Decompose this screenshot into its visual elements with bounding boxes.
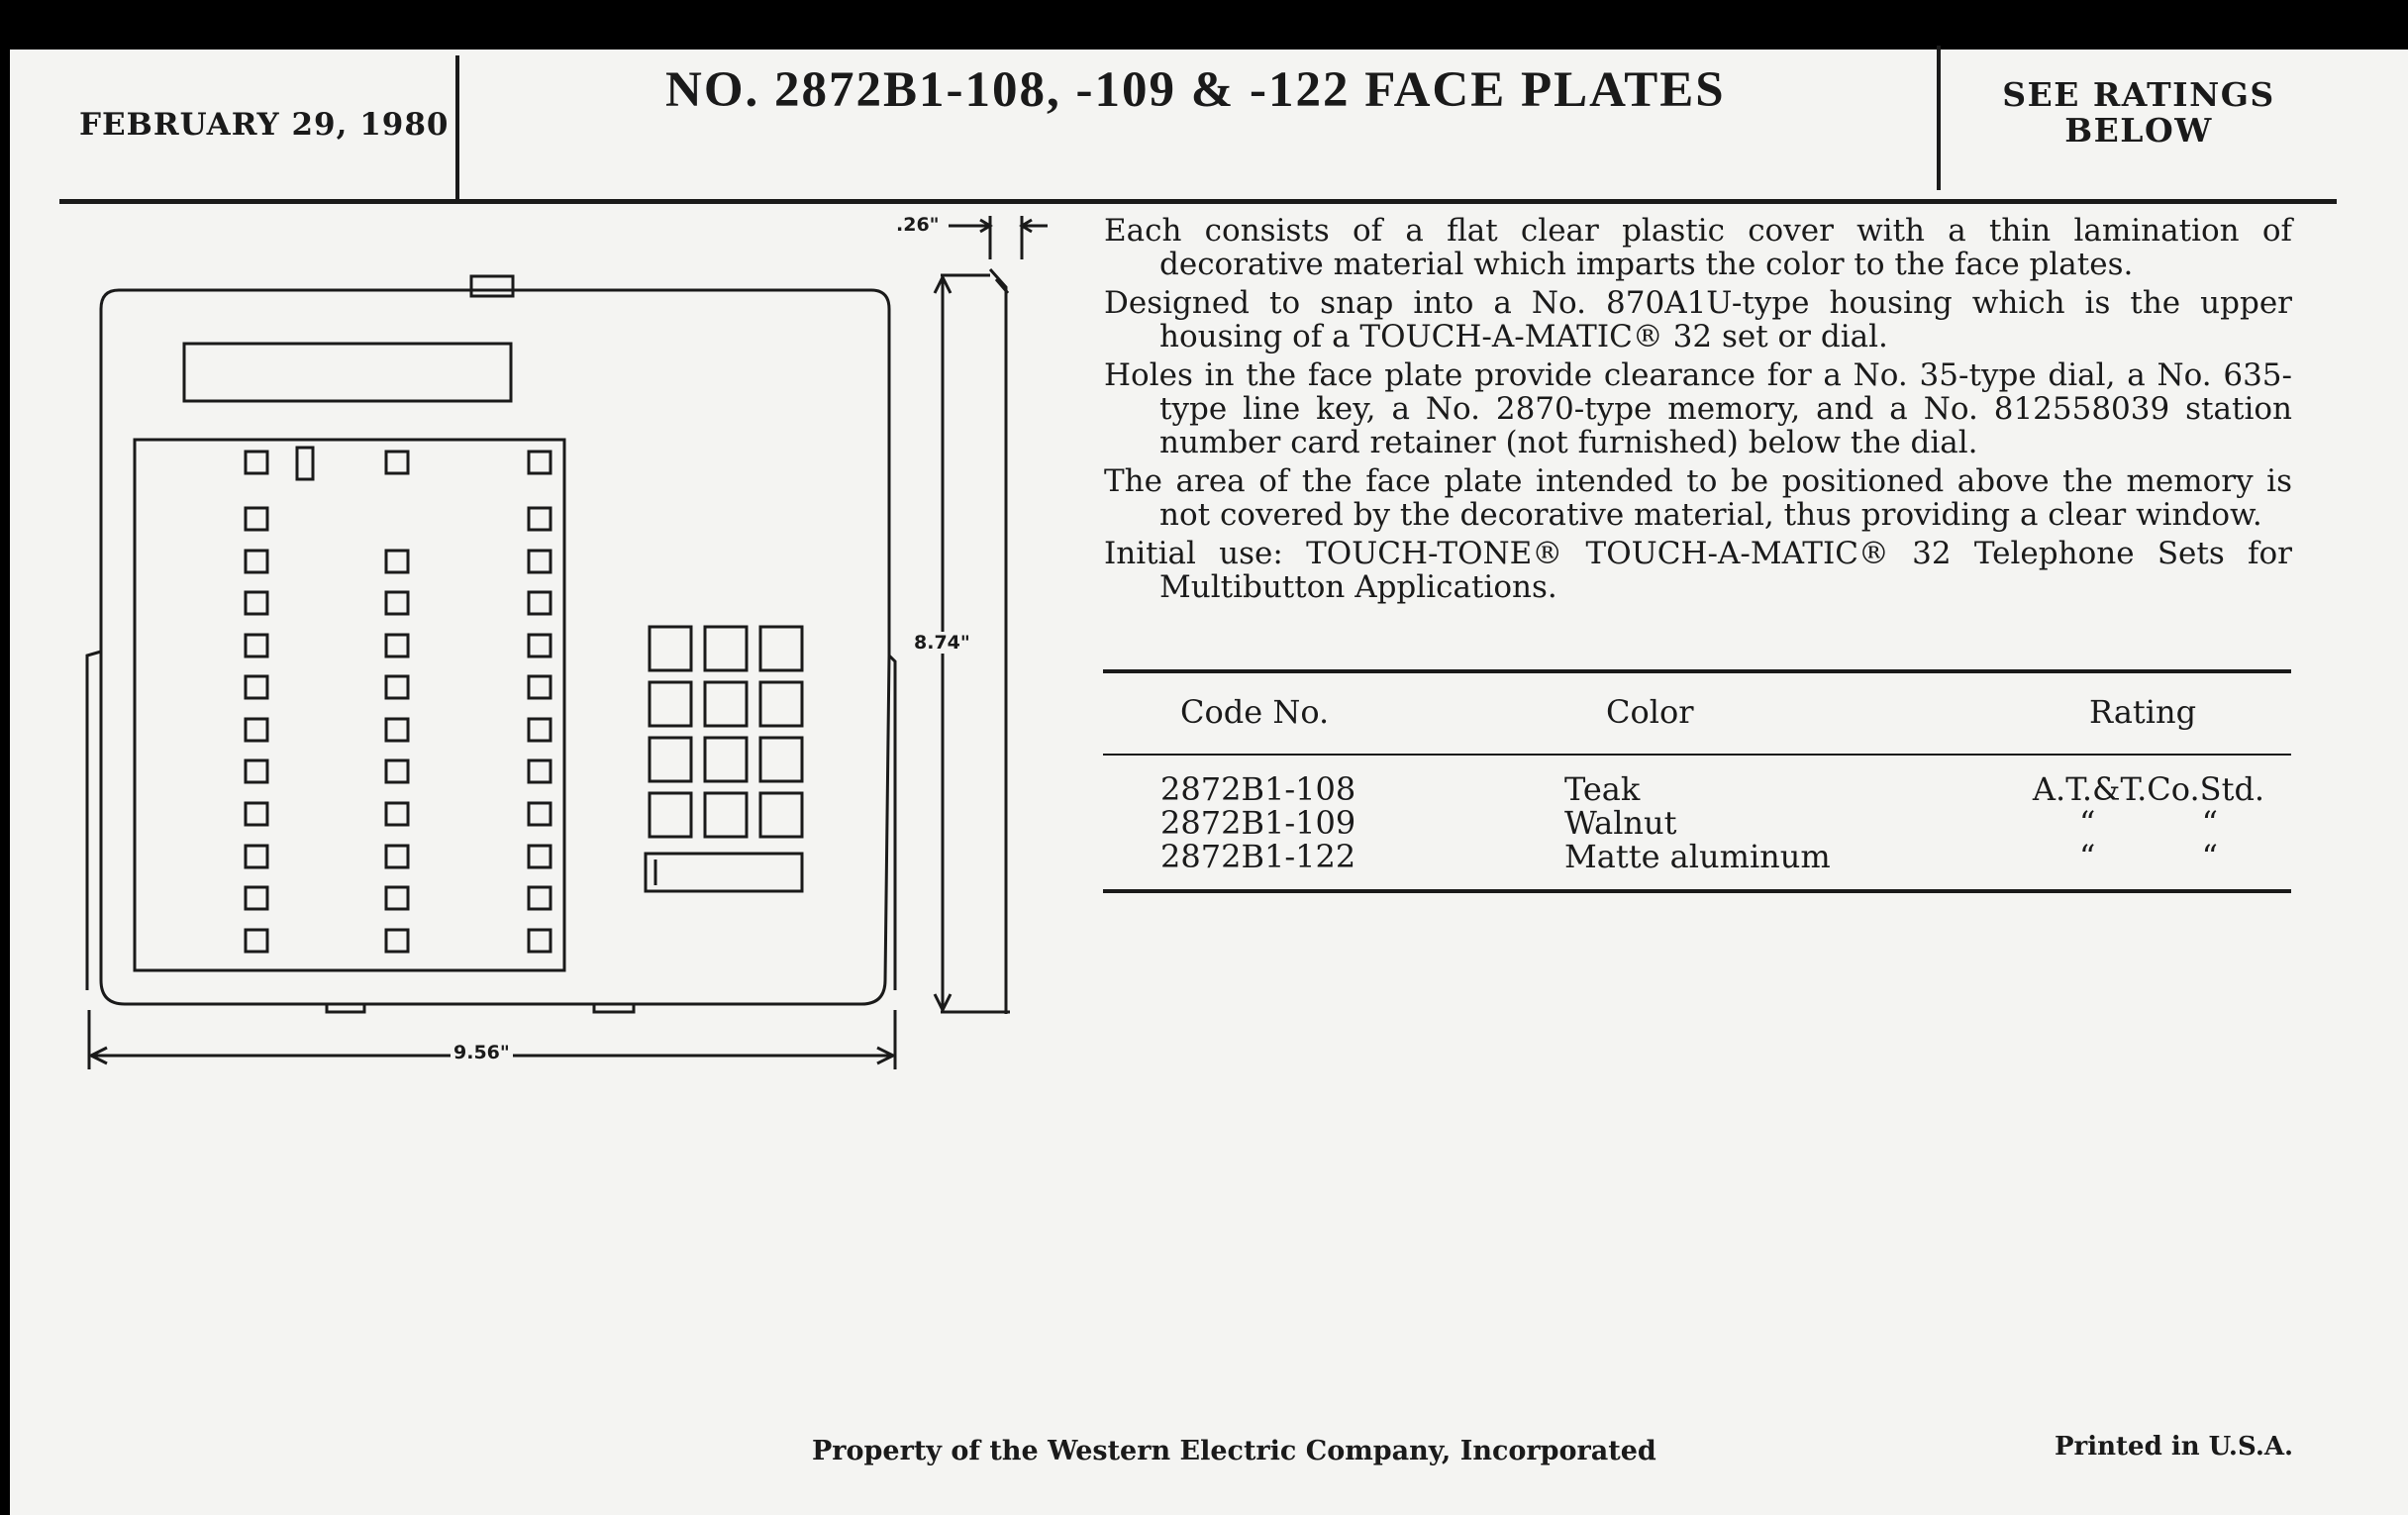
line-key — [246, 592, 267, 614]
table-cell-rating-ditto — [2079, 806, 2218, 840]
description-paragraph: Holes in the face plate provide clearance for a No. 35-type dial, a No. 635-type line key, a No. 2870-type memory, and a No. 812558039 station number card retainer (not furnished) below the dial. — [1104, 357, 2292, 460]
card-retainer-slot — [646, 854, 802, 891]
line-key — [246, 760, 267, 782]
table-cell-color: Teak — [1564, 770, 1641, 808]
line-key — [246, 508, 267, 530]
line-key — [529, 719, 551, 741]
printed-notice: Printed in U.S.A. — [2055, 1432, 2294, 1462]
table-cell-color: Walnut — [1564, 804, 1677, 842]
rating-column — [2015, 772, 2282, 873]
description-paragraph: Each consists of a flat clear plastic cover with a thin lamination of decorative material which imparts the color to the face plates. — [1104, 213, 2292, 282]
line-key — [246, 930, 267, 952]
line-key — [386, 592, 408, 614]
column-header-rating: Rating — [2089, 693, 2197, 731]
line-key — [246, 846, 267, 867]
column-header-code: Code No. — [1180, 693, 1330, 731]
line-key — [529, 930, 551, 952]
description-paragraph: The area of the face plate intended to be positioned above the memory is not covered by the decorative material, thus providing a clear window. — [1104, 463, 2292, 533]
page-title: NO. 2872B1-108, -109 & -122 FACE PLATES — [665, 62, 1726, 118]
memory-window — [184, 344, 511, 401]
description — [1104, 214, 2292, 609]
line-key — [386, 676, 408, 698]
ditto-mark: “ — [2201, 804, 2218, 842]
property-notice: Property of the Western Electric Company, Incorporated — [812, 1436, 1656, 1466]
line-key — [529, 803, 551, 825]
ditto-mark: “ — [2079, 838, 2096, 875]
table-cell-code: 2872B1-109 — [1160, 804, 1356, 842]
line-key-panel — [135, 440, 564, 970]
table-cell-rating: A.T.&T.Co.Std. — [2032, 770, 2265, 808]
line-key — [386, 635, 408, 656]
table-cell-color: Matte aluminum — [1564, 838, 1831, 875]
line-key — [386, 887, 408, 909]
bottom-clip-tab-left — [327, 1004, 364, 1012]
table-cell-code: 2872B1-108 — [1160, 770, 1356, 808]
ditto-mark: “ — [2079, 804, 2096, 842]
line-key — [386, 551, 408, 572]
line-key — [386, 930, 408, 952]
table-header-rule — [1103, 754, 2291, 756]
ratings-note-line1: SEE RATINGS — [2002, 75, 2275, 114]
line-key — [529, 887, 551, 909]
line-key — [529, 635, 551, 656]
hold-key — [297, 448, 313, 479]
description-paragraph: Initial use: TOUCH-TONE® TOUCH-A-MATIC® 32 Telephone Sets for Multibutton Applications. — [1104, 536, 2292, 605]
line-key — [246, 676, 267, 698]
ratings-note-line2: BELOW — [2064, 111, 2213, 150]
line-key-buttons — [246, 448, 551, 952]
line-key — [246, 803, 267, 825]
line-key — [529, 592, 551, 614]
code-column — [1160, 772, 1355, 873]
table-top-rule — [1103, 669, 2291, 673]
line-key — [246, 887, 267, 909]
line-key — [529, 452, 551, 473]
line-key — [529, 760, 551, 782]
line-key — [529, 676, 551, 698]
side-profile — [990, 269, 1008, 1014]
ditto-mark: “ — [2201, 838, 2218, 875]
height-dimension-label: 8.74" — [911, 632, 973, 654]
left-side-lip — [87, 652, 101, 990]
table-bottom-rule — [1103, 889, 2291, 893]
top-clip-tab — [471, 276, 513, 296]
right-side-lip — [889, 656, 895, 990]
issue-date: FEBRUARY 29, 1980 — [79, 107, 450, 143]
column-header-color: Color — [1606, 693, 1694, 731]
line-key — [386, 846, 408, 867]
line-key — [386, 803, 408, 825]
line-key — [246, 452, 267, 473]
line-key — [529, 846, 551, 867]
description-paragraph: Designed to snap into a No. 870A1U-type housing which is the upper housing of a TOUCH-A-MATIC® 32 set or dial. — [1104, 285, 2292, 354]
bottom-clip-tab-right — [594, 1004, 634, 1012]
width-dimension-label: 9.56" — [451, 1042, 513, 1063]
line-key — [246, 635, 267, 656]
line-key — [246, 551, 267, 572]
line-key — [386, 760, 408, 782]
line-key — [246, 719, 267, 741]
dial-keypad — [650, 627, 802, 837]
thickness-dimension-label: .26" — [893, 214, 943, 236]
line-key — [529, 551, 551, 572]
table-cell-code: 2872B1-122 — [1160, 838, 1356, 875]
table-cell-rating-ditto — [2079, 840, 2218, 873]
line-key — [529, 508, 551, 530]
thickness-dimension-line — [949, 216, 1048, 259]
face-plate-outline — [101, 290, 889, 1004]
line-key — [386, 719, 408, 741]
color-column — [1564, 772, 1831, 873]
line-key — [386, 452, 408, 473]
